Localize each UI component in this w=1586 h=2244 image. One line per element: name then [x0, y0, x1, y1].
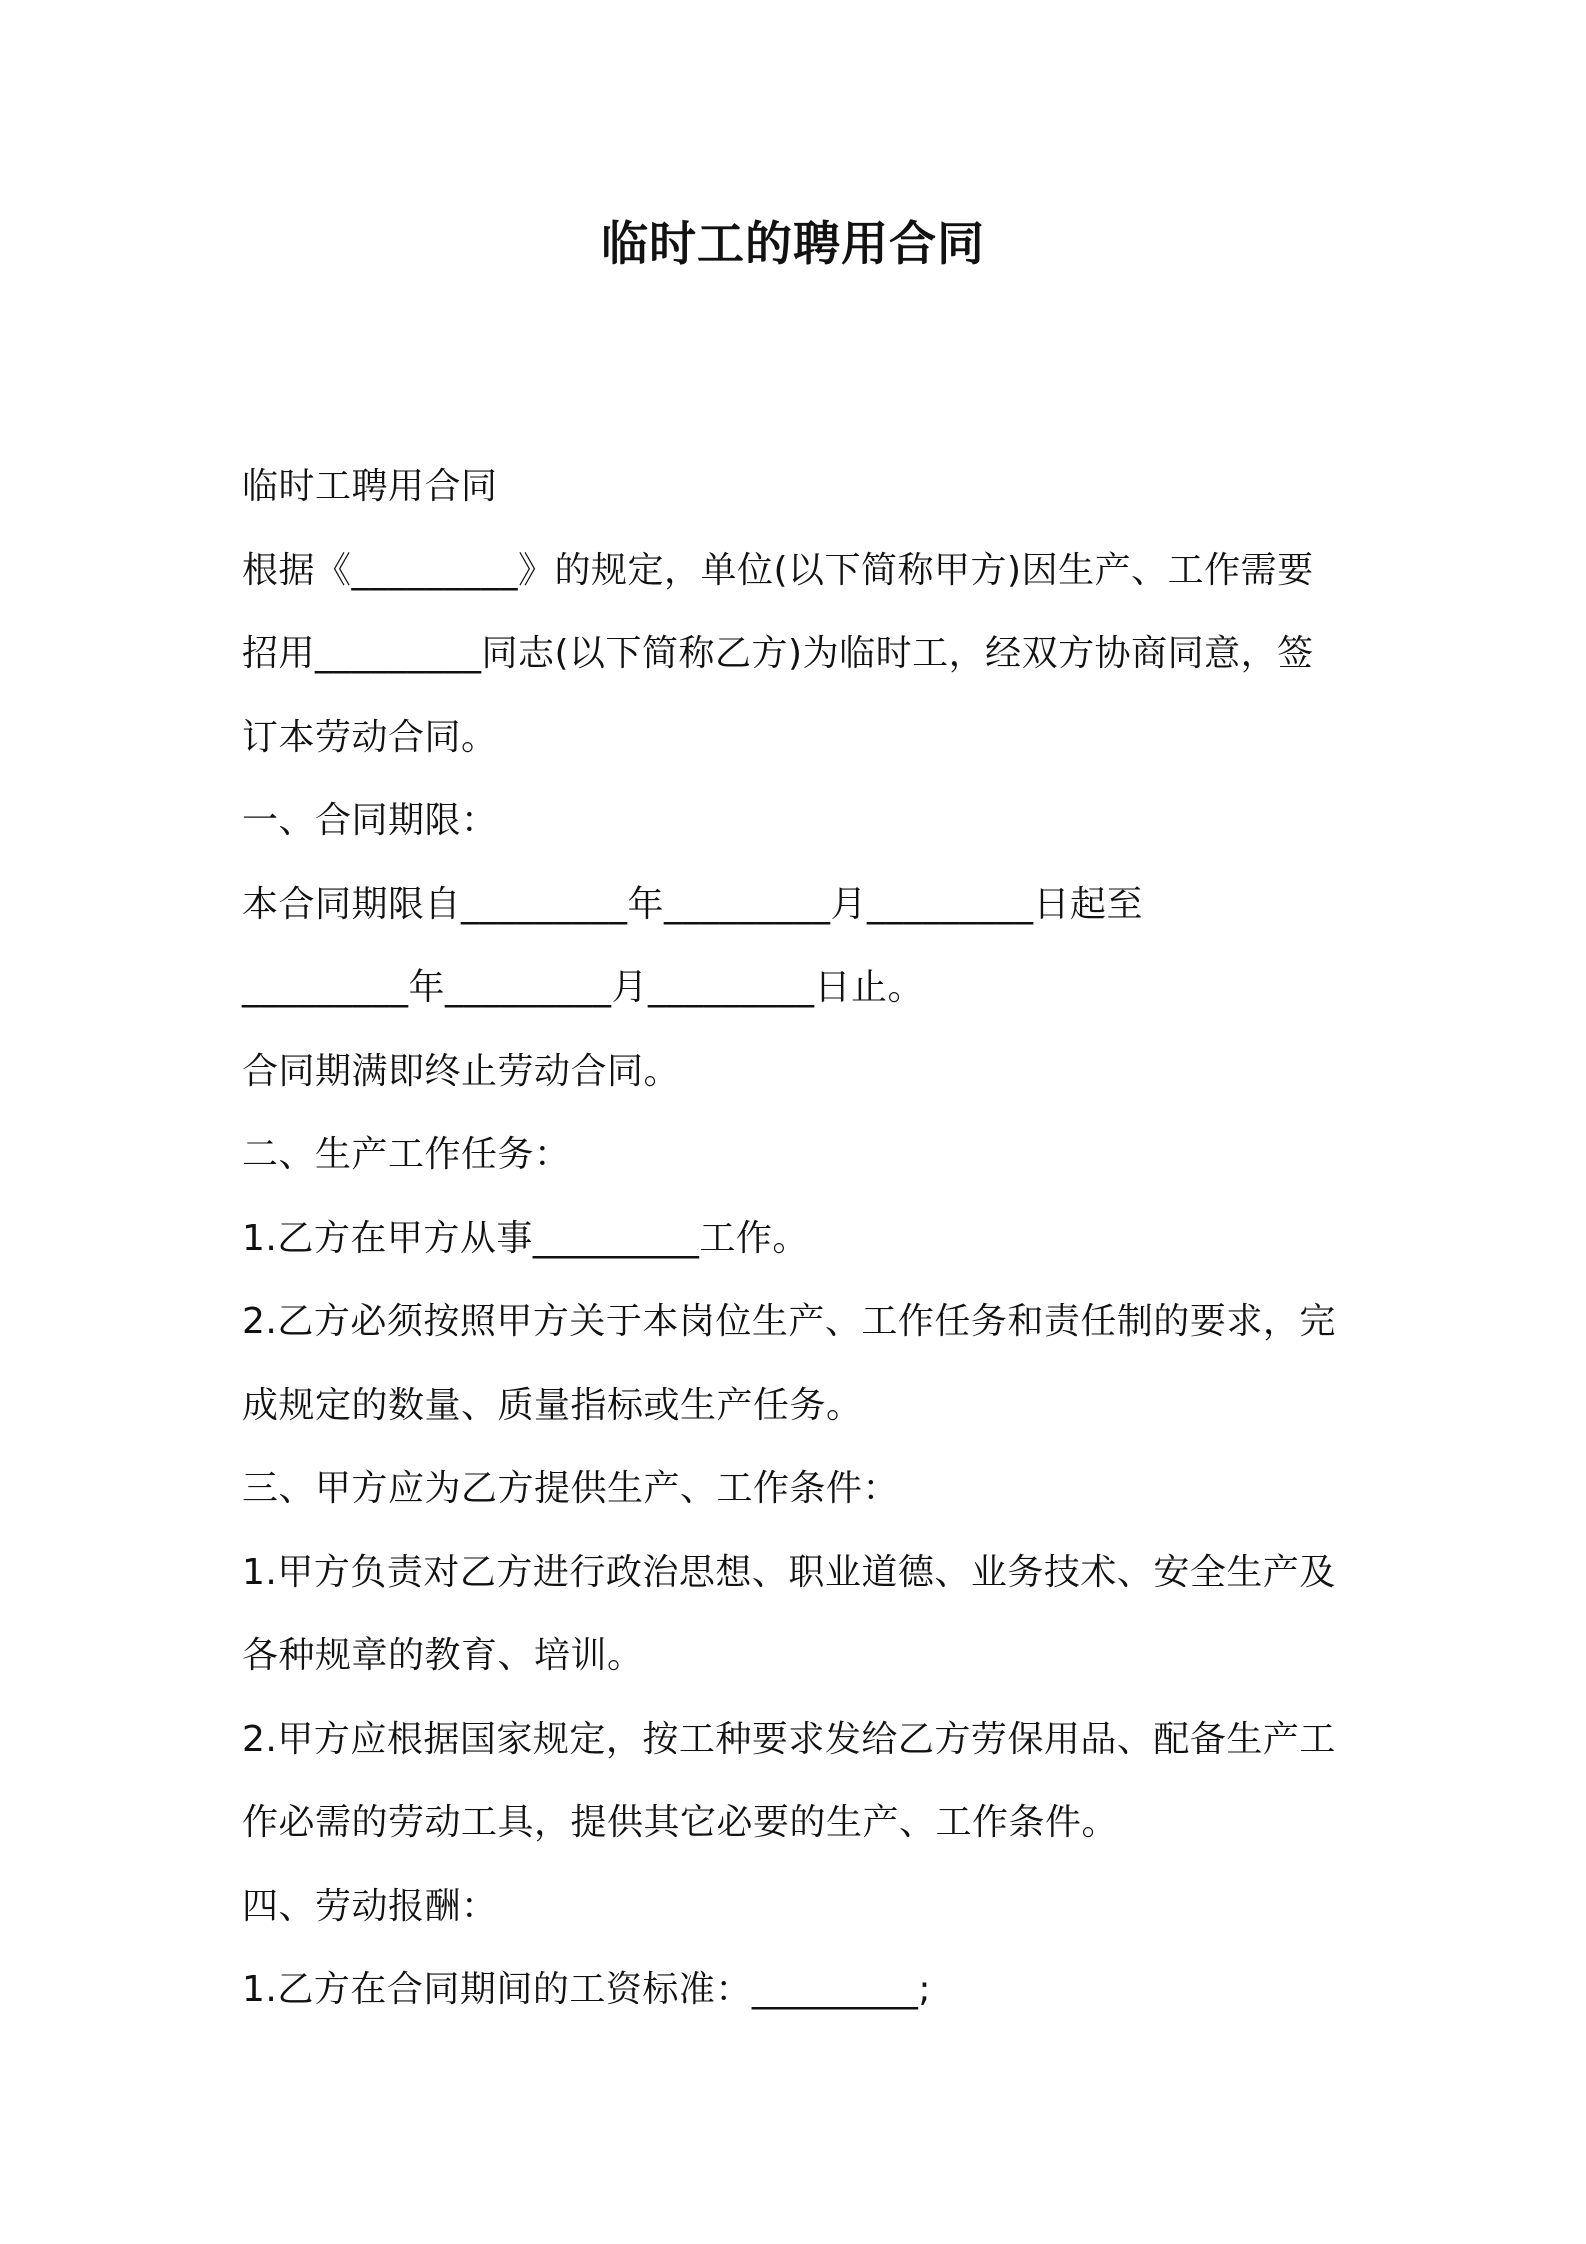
body-line: 各种规章的教育、培训。 — [242, 1635, 644, 1676]
body-line: 作必需的劳动工具，提供其它必要的生产、工作条件。 — [242, 1802, 1119, 1843]
document-title: 临时工的聘用合同 — [601, 217, 985, 272]
body-line: 本合同期限自_________年_________月_________日起至 — [242, 883, 1144, 925]
body-line: 合同期满即终止劳动合同。 — [242, 1050, 681, 1092]
section-heading-3: 三、甲方应为乙方提供生产、工作条件： — [242, 1468, 900, 1509]
body-line: _________年_________月_________日止。 — [242, 967, 925, 1008]
body-line: 订本劳动合同。 — [242, 716, 498, 758]
section-heading-2: 二、生产工作任务： — [242, 1134, 571, 1175]
section-heading-1: 一、合同期限： — [242, 800, 498, 841]
body-line: 2.甲方应根据国家规定，按工种要求发给乙方劳保用品、配备生产工 — [242, 1718, 1336, 1760]
body-line: 成规定的数量、质量指标或生产任务。 — [242, 1384, 863, 1426]
body-line: 2.乙方必须按照甲方关于本岗位生产、工作任务和责任制的要求，完 — [242, 1301, 1336, 1342]
body-line: 招用_________同志(以下简称乙方)为临时工，经双方协商同意，签 — [242, 633, 1314, 674]
body-line: 1.乙方在甲方从事_________工作。 — [242, 1217, 809, 1259]
body-line: 1.甲方负责对乙方进行政治思想、职业道德、业务技术、安全生产及 — [242, 1551, 1336, 1593]
body-line: 根据《_________》的规定，单位(以下简称甲方)因生产、工作需要 — [242, 549, 1314, 591]
section-heading-4: 四、劳动报酬： — [242, 1885, 498, 1927]
body-line: 1.乙方在合同期间的工资标准：_________; — [242, 1969, 931, 2010]
document-body — [242, 445, 1362, 2032]
subtitle-line: 临时工聘用合同 — [242, 466, 498, 507]
